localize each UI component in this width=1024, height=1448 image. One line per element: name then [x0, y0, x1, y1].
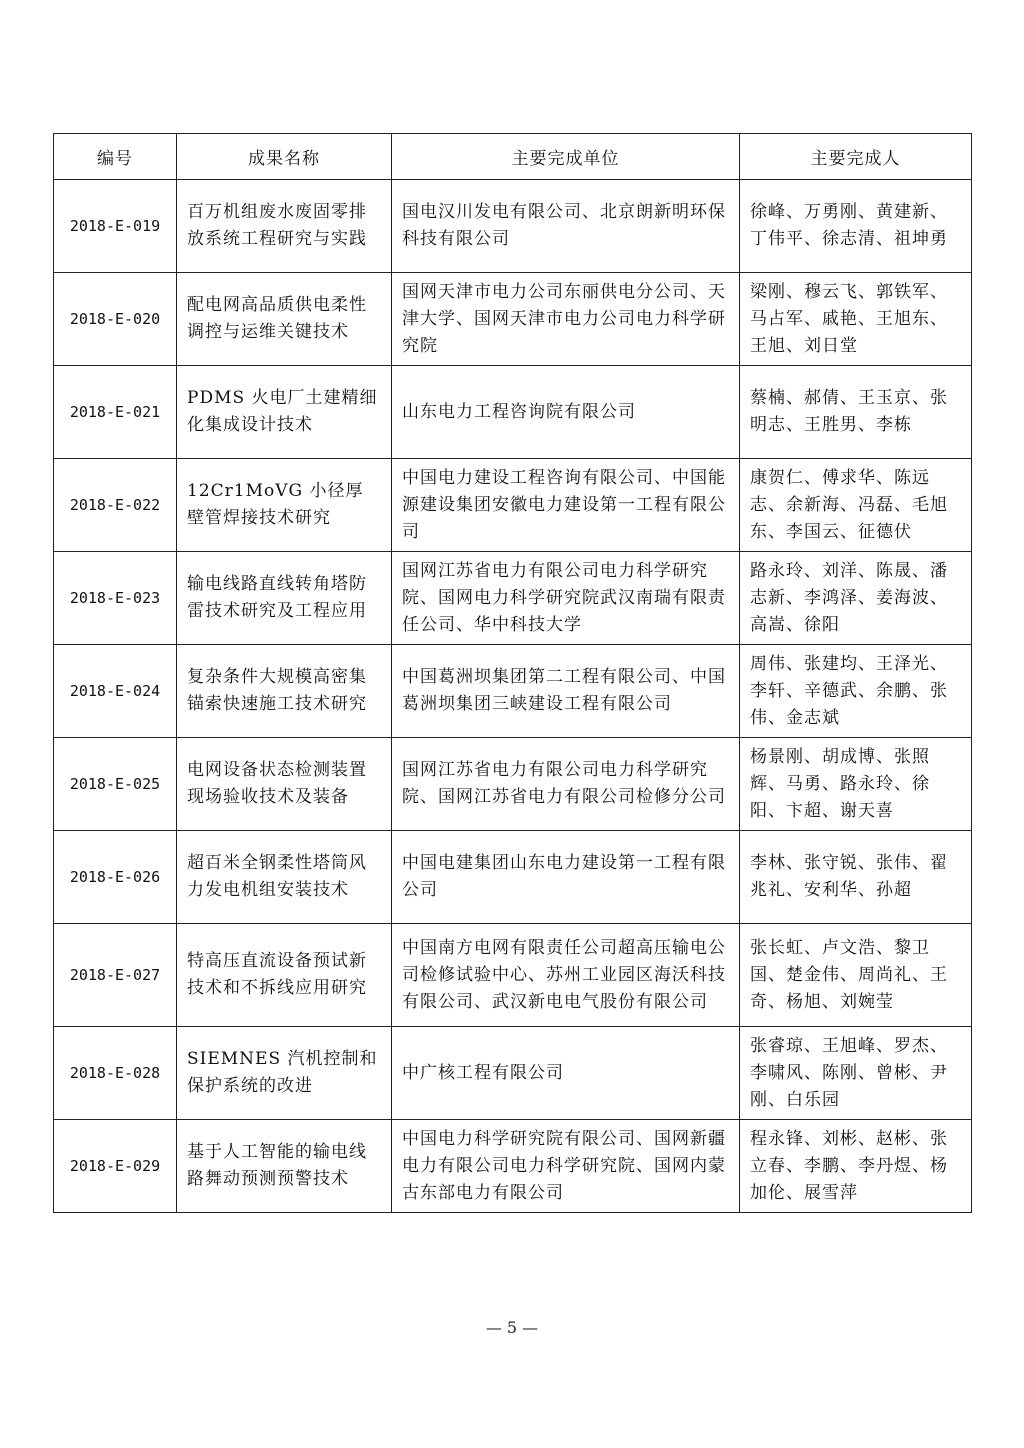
award-people: 徐峰、万勇刚、黄建新、丁伟平、徐志清、祖坤勇 — [740, 180, 972, 273]
header-units: 主要完成单位 — [392, 134, 740, 180]
award-title: 复杂条件大规模高密集锚索快速施工技术研究 — [177, 645, 392, 738]
table-row — [54, 645, 972, 738]
award-people: 张长虹、卢文浩、黎卫国、楚金伟、周尚礼、王奇、杨旭、刘婉莹 — [740, 924, 972, 1027]
table-row — [54, 180, 972, 273]
table-row — [54, 831, 972, 924]
award-people: 蔡楠、郝倩、王玉京、张明志、王胜男、李栋 — [740, 366, 972, 459]
award-code: 2018-E-022 — [54, 459, 177, 552]
award-people: 杨景刚、胡成博、张照辉、马勇、路永玲、徐阳、卞超、谢天喜 — [740, 738, 972, 831]
award-units: 中国电建集团山东电力建设第一工程有限公司 — [392, 831, 740, 924]
table-row — [54, 738, 972, 831]
award-people: 路永玲、刘洋、陈晟、潘志新、李鸿泽、姜海波、高嵩、徐阳 — [740, 552, 972, 645]
header-code: 编号 — [54, 134, 177, 180]
award-title: SIEMNES 汽机控制和保护系统的改进 — [177, 1027, 392, 1120]
page-number: — 5 — — [485, 1318, 539, 1337]
table-row — [54, 552, 972, 645]
award-units: 国电汉川发电有限公司、北京朗新明环保科技有限公司 — [392, 180, 740, 273]
award-people: 程永锋、刘彬、赵彬、张立春、李鹏、李丹煜、杨加伦、展雪萍 — [740, 1120, 972, 1213]
award-units: 国网天津市电力公司东丽供电分公司、天津大学、国网天津市电力公司电力科学研究院 — [392, 273, 740, 366]
award-code: 2018-E-029 — [54, 1120, 177, 1213]
award-code: 2018-E-026 — [54, 831, 177, 924]
award-people: 康贺仁、傅求华、陈远志、余新海、冯磊、毛旭东、李国云、征德伏 — [740, 459, 972, 552]
award-title: PDMS 火电厂土建精细化集成设计技术 — [177, 366, 392, 459]
award-units: 山东电力工程咨询院有限公司 — [392, 366, 740, 459]
award-code: 2018-E-024 — [54, 645, 177, 738]
award-units: 中广核工程有限公司 — [392, 1027, 740, 1120]
award-title: 输电线路直线转角塔防雷技术研究及工程应用 — [177, 552, 392, 645]
award-title: 12Cr1MoVG 小径厚壁管焊接技术研究 — [177, 459, 392, 552]
award-units: 中国葛洲坝集团第二工程有限公司、中国葛洲坝集团三峡建设工程有限公司 — [392, 645, 740, 738]
award-code: 2018-E-025 — [54, 738, 177, 831]
award-code: 2018-E-023 — [54, 552, 177, 645]
award-units: 国网江苏省电力有限公司电力科学研究院、国网江苏省电力有限公司检修分公司 — [392, 738, 740, 831]
award-title: 百万机组废水废固零排放系统工程研究与实践 — [177, 180, 392, 273]
award-code: 2018-E-020 — [54, 273, 177, 366]
award-code: 2018-E-019 — [54, 180, 177, 273]
award-people: 李林、张守锐、张伟、翟兆礼、安利华、孙超 — [740, 831, 972, 924]
table-row — [54, 459, 972, 552]
award-units: 中国电力科学研究院有限公司、国网新疆电力有限公司电力科学研究院、国网内蒙古东部电力有限公司 — [392, 1120, 740, 1213]
table-row — [54, 273, 972, 366]
award-people: 周伟、张建均、王泽光、李轩、辛德武、余鹏、张伟、金志斌 — [740, 645, 972, 738]
table-row — [54, 924, 972, 1027]
award-title: 基于人工智能的输电线路舞动预测预警技术 — [177, 1120, 392, 1213]
award-units: 中国南方电网有限责任公司超高压输电公司检修试验中心、苏州工业园区海沃科技有限公司、武汉新电电气股份有限公司 — [392, 924, 740, 1027]
header-title: 成果名称 — [177, 134, 392, 180]
award-units: 中国电力建设工程咨询有限公司、中国能源建设集团安徽电力建设第一工程有限公司 — [392, 459, 740, 552]
award-code: 2018-E-027 — [54, 924, 177, 1027]
award-code: 2018-E-028 — [54, 1027, 177, 1120]
award-title: 配电网高品质供电柔性调控与运维关键技术 — [177, 273, 392, 366]
award-title: 电网设备状态检测装置现场验收技术及装备 — [177, 738, 392, 831]
awards-table — [53, 133, 972, 1213]
table-row — [54, 1027, 972, 1120]
award-people: 梁刚、穆云飞、郭铁军、马占军、戚艳、王旭东、王旭、刘日堂 — [740, 273, 972, 366]
award-people: 张睿琼、王旭峰、罗杰、李啸风、陈刚、曾彬、尹刚、白乐园 — [740, 1027, 972, 1120]
award-title: 超百米全钢柔性塔筒风力发电机组安装技术 — [177, 831, 392, 924]
award-code: 2018-E-021 — [54, 366, 177, 459]
awards-sheet — [53, 133, 971, 1213]
table-header-row — [54, 134, 972, 180]
header-people: 主要完成人 — [740, 134, 972, 180]
award-title: 特高压直流设备预试新技术和不拆线应用研究 — [177, 924, 392, 1027]
table-row — [54, 1120, 972, 1213]
table-row — [54, 366, 972, 459]
award-units: 国网江苏省电力有限公司电力科学研究院、国网电力科学研究院武汉南瑞有限责任公司、华中科技大学 — [392, 552, 740, 645]
